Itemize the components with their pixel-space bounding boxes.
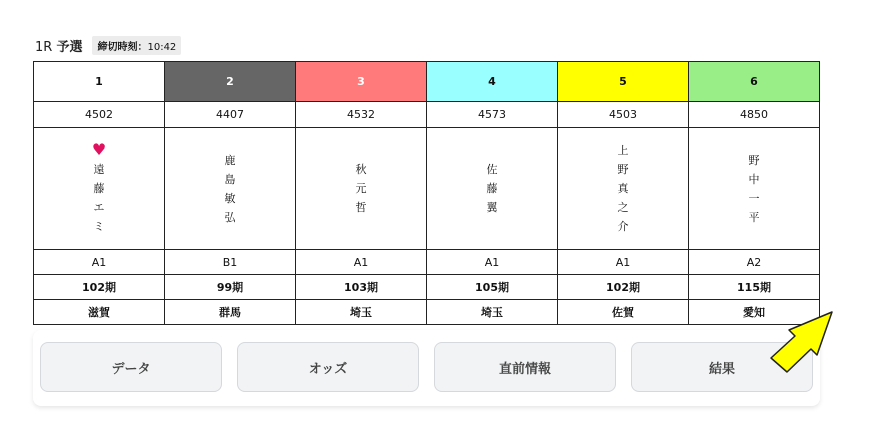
lane-number-row [34, 62, 820, 102]
racer-id-row [34, 102, 820, 128]
deadline-label: 締切時刻： [97, 41, 148, 53]
racer-id: 4407 [165, 102, 296, 128]
racer-name-cell[interactable] [689, 128, 820, 250]
lane-cell: 5 [558, 62, 689, 102]
racer-table [33, 61, 820, 325]
race-stage: 予選 [56, 39, 83, 55]
racer-term: 102期 [558, 275, 689, 300]
racer-prefecture: 滋賀 [34, 300, 165, 325]
racer-term: 103期 [296, 275, 427, 300]
racer-name [225, 151, 236, 227]
racer-name-char: 藤 [486, 182, 498, 195]
race-round: 1R [35, 39, 53, 55]
racer-name-char: 一 [748, 191, 760, 205]
racer-name [356, 160, 367, 217]
racer-name-char: 平 [748, 210, 760, 224]
racer-prefecture: 埼玉 [296, 300, 427, 325]
racer-id: 4502 [34, 102, 165, 128]
racer-id: 4573 [427, 102, 558, 128]
racer-name-char: 上 [617, 144, 629, 157]
racer-name-char: 鹿 [224, 153, 236, 167]
racer-name [91, 139, 107, 236]
racer-name-char: 元 [355, 182, 367, 195]
action-button-bar [33, 330, 820, 406]
racer-name [487, 160, 498, 217]
racer-name-char: 秋 [355, 163, 367, 176]
racer-name-char: 弘 [224, 210, 236, 224]
pre-race-info-button[interactable]: 直前情報 [434, 342, 616, 392]
racer-name-char: 島 [224, 172, 236, 186]
racer-name-char: 敏 [224, 191, 236, 205]
racer-prefecture: 佐賀 [558, 300, 689, 325]
racer-name-char: 遠 [93, 162, 105, 176]
odds-button[interactable]: オッズ [237, 342, 419, 392]
racer-name-char: 介 [617, 220, 629, 233]
lane-cell: 1 [34, 62, 165, 102]
racer-term: 105期 [427, 275, 558, 300]
racer-name-char: 佐 [486, 163, 498, 176]
racer-id: 4532 [296, 102, 427, 128]
racer-name-char: 哲 [355, 201, 367, 214]
racer-name-char: 真 [617, 182, 629, 195]
racer-prefecture: 愛知 [689, 300, 820, 325]
racer-class: A1 [427, 250, 558, 275]
racer-name-char: 藤 [93, 181, 105, 195]
racer-class: A1 [34, 250, 165, 275]
racer-name-cell[interactable] [427, 128, 558, 250]
racer-name-char: 翼 [486, 201, 498, 214]
racer-id: 4850 [689, 102, 820, 128]
racer-name-char: 野 [617, 163, 629, 176]
lane-cell: 3 [296, 62, 427, 102]
racer-name [618, 141, 629, 236]
racer-name-cell[interactable] [34, 128, 165, 250]
racer-term: 102期 [34, 275, 165, 300]
heart-icon[interactable]: ♥ [91, 139, 107, 159]
racer-prefecture: 埼玉 [427, 300, 558, 325]
racer-name-cell[interactable] [558, 128, 689, 250]
deadline-badge [92, 36, 181, 55]
racer-term-row [34, 275, 820, 300]
racer-term: 115期 [689, 275, 820, 300]
racer-name-cell[interactable] [165, 128, 296, 250]
racer-term: 99期 [165, 275, 296, 300]
lane-cell: 2 [165, 62, 296, 102]
result-button[interactable]: 結果 [631, 342, 813, 392]
racer-name-cell[interactable] [296, 128, 427, 250]
racer-name-char: 中 [748, 172, 760, 186]
data-button[interactable]: データ [40, 342, 222, 392]
racer-name-char: エ [93, 200, 105, 214]
racer-prefecture: 群馬 [165, 300, 296, 325]
deadline-time: 10:42 [147, 41, 177, 53]
race-title [35, 36, 82, 55]
racer-name [749, 151, 760, 227]
lane-cell: 6 [689, 62, 820, 102]
racer-class: A2 [689, 250, 820, 275]
racer-name-char: 野 [748, 153, 760, 167]
arrow-pointer-icon [766, 307, 854, 375]
racer-name-row [34, 128, 820, 250]
racer-class: A1 [296, 250, 427, 275]
racer-class: A1 [558, 250, 689, 275]
lane-cell: 4 [427, 62, 558, 102]
racer-name-char: ミ [93, 219, 105, 233]
racer-name-char: 之 [617, 201, 629, 214]
racer-prefecture-row [34, 300, 820, 325]
racer-class: B1 [165, 250, 296, 275]
racer-class-row [34, 250, 820, 275]
race-header [35, 35, 181, 55]
racer-id: 4503 [558, 102, 689, 128]
